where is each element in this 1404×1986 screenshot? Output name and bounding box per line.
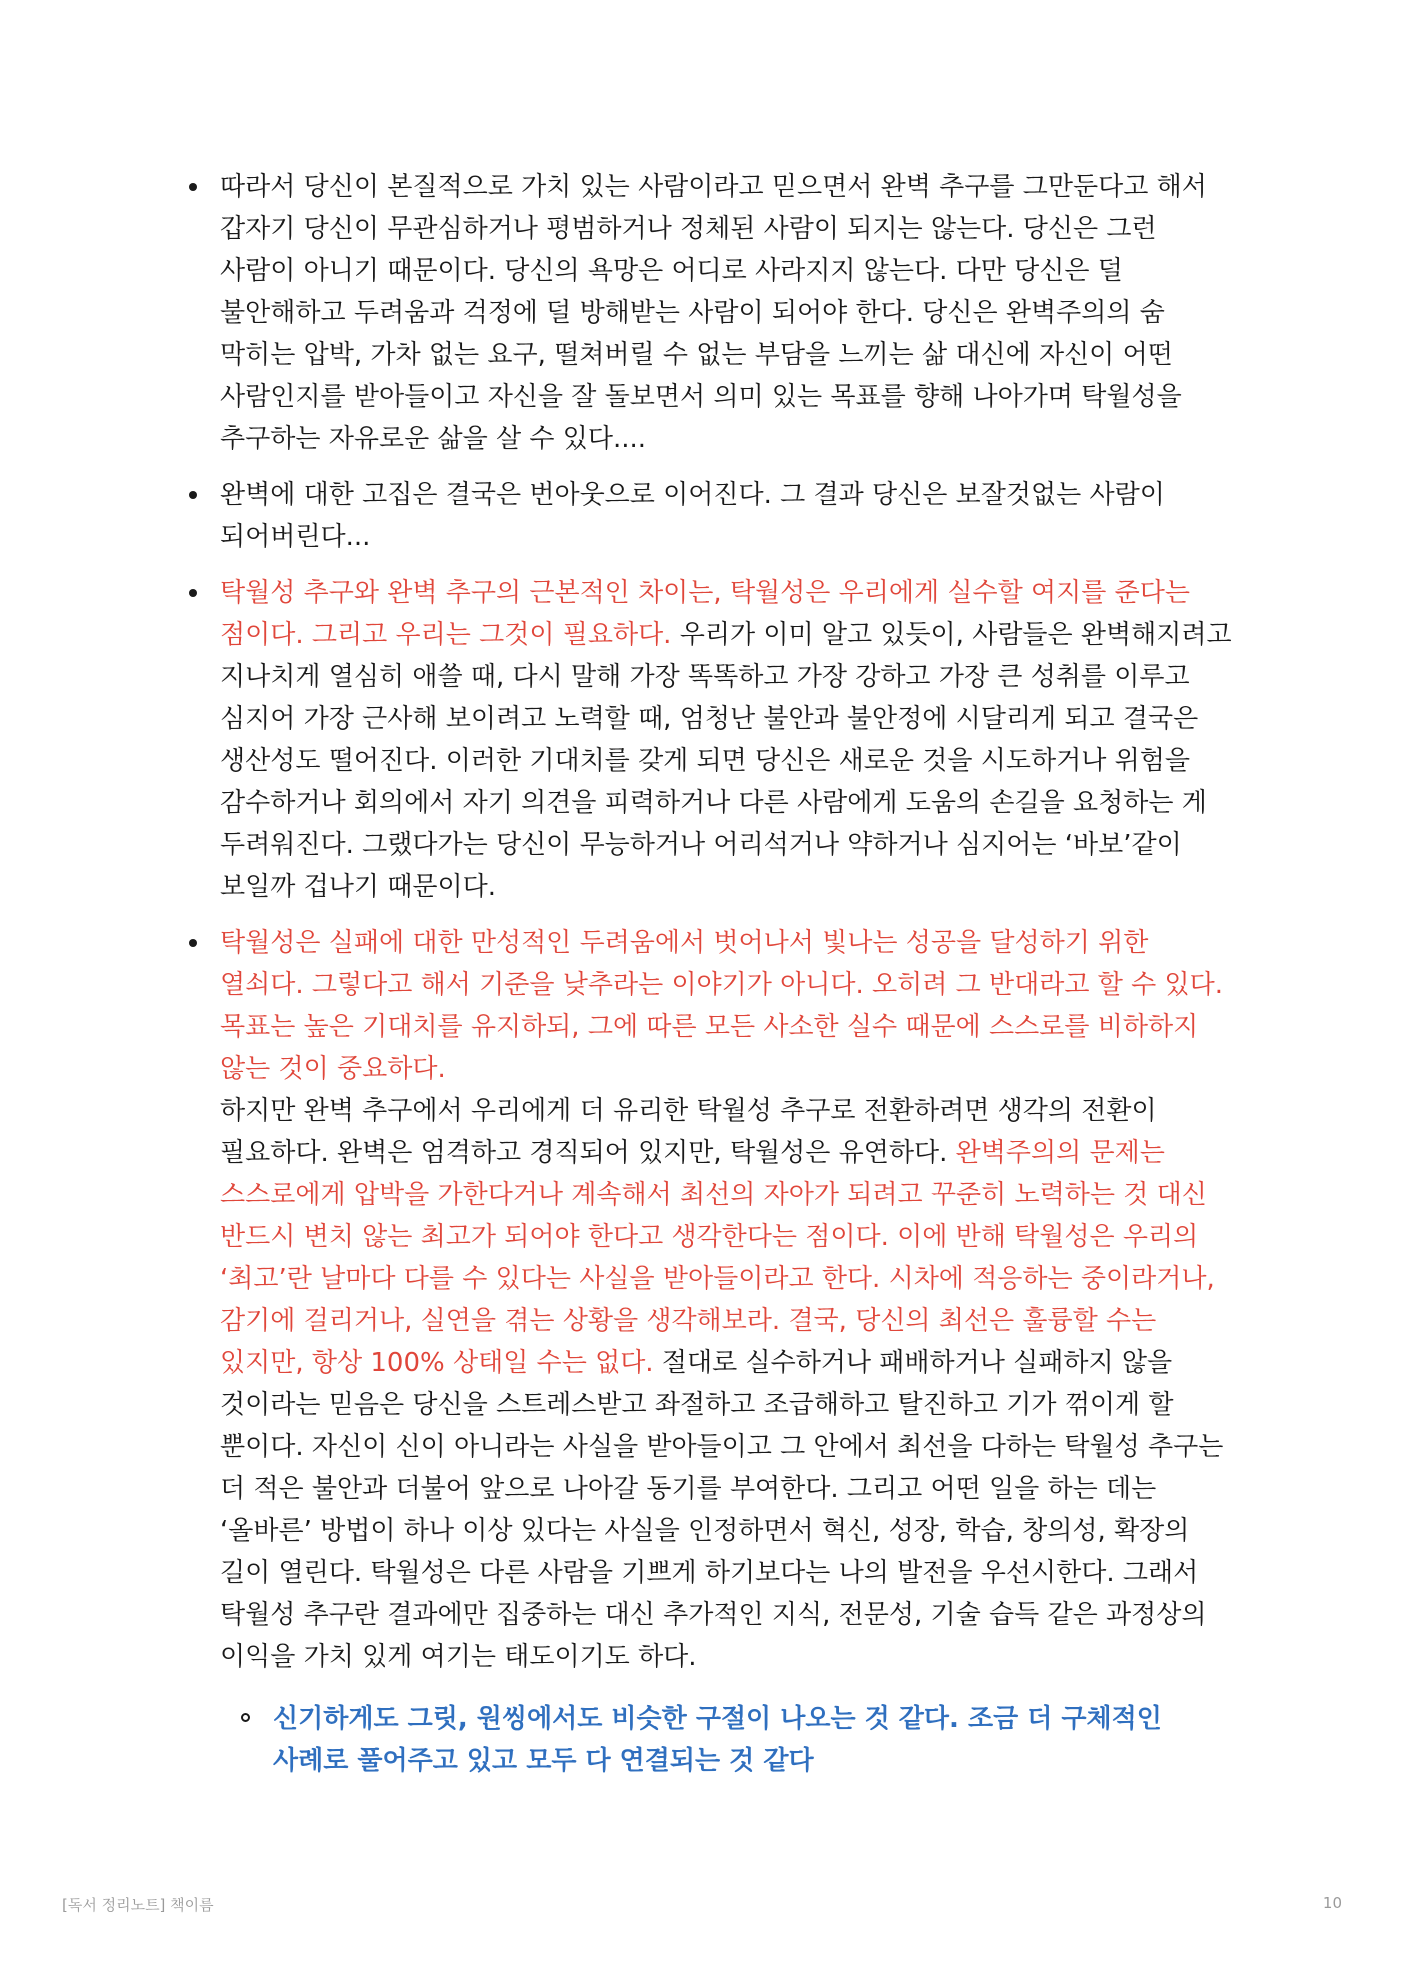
highlighted-text: 탁월성 추구와 완벽 추구의 근본적인 차이는, 탁월성은 우리에게 실수할 여지를 준다는 점이다. 그리고 우리는 그것이 필요하다. [220, 578, 1190, 650]
bullet-text: 따라서 당신이 본질적으로 가치 있는 사람이라고 믿으면서 완벽 추구를 그만둔다고 해서 갑자기 당신이 무관심하거나 평범하거나 정체된 사람이 되지는 않는다. 당신은 그런 사람이 아니기 때문이다. 당신의 욕망은 어디로 사라지지 않는다. 다만 당신은 덜 불안해하고 두려움과 걱정에 덜 방해받는 사람이 되어야 한다. 당신은 완벽주의의 숨 막히는 압박, 가차 없는 요구, 떨쳐버릴 수 없는 부담을 느끼는 삶 대신에 자신이 어떤 사람인지를 받아들이고 자신을 잘 돌보면서 의미 있는 목표를 향해 나아가며 탁월성을 추구하는 자유로운 삶을 살 수 있다.... [220, 172, 1207, 454]
bullet-item-1 [220, 166, 1232, 460]
bullet-item-2 [220, 474, 1232, 558]
bullet-list [0, 166, 1404, 1782]
highlighted-text: 탁월성은 실패에 대한 만성적인 두려움에서 벗어나서 빛나는 성공을 달성하기 위한 열쇠다. 그렇다고 해서 기준을 낮추라는 이야기가 아니다. 오히려 그 반대라고 할 수 있다. 목표는 높은 기대치를 유지하되, 그에 따른 모든 사소한 실수 때문에 스스로를 비하하지 않는 것이 중요하다. [220, 928, 1224, 1084]
bullet-item-3 [220, 572, 1232, 908]
bullet-text: 완벽에 대한 고집은 결국은 번아웃으로 이어진다. 그 결과 당신은 보잘것없는 사람이 되어버린다... [220, 480, 1165, 552]
sub-bullet-list [220, 1698, 1232, 1782]
bullet-paragraph [220, 1090, 1232, 1678]
page-number: 10 [1322, 1894, 1342, 1912]
bullet-text: 하지만 완벽 추구에서 우리에게 더 유리한 탁월성 추구로 전환하려면 생각의 전환이 필요하다. 완벽은 엄격하고 경직되어 있지만, 탁월성은 유연하다. [220, 1096, 1157, 1168]
comment-note: 신기하게도 그릿, 원씽에서도 비슷한 구절이 나오는 것 같다. 조금 더 구체적인 사례로 풀어주고 있고 모두 다 연결되는 것 같다 [273, 1698, 1233, 1782]
highlighted-text: 완벽주의의 문제는 스스로에게 압박을 가한다거나 계속해서 최선의 자아가 되려고 꾸준히 노력하는 것 대신 반드시 변치 않는 최고가 되어야 한다고 생각한다는 점이다. 이에 반해 탁월성은 우리의 ‘최고’란 날마다 다를 수 있다는 사실을 받아들이라고 한다. 시차에 적응하는 중이라거나, 감기에 걸리거나, 실연을 겪는 상황을 생각해보라. 결국, 당신의 최선은 훌륭할 수는 있지만, 항상 100% 상태일 수는 없다. [220, 1138, 1215, 1378]
bullet-text: 우리가 이미 알고 있듯이, 사람들은 완벽해지려고 지나치게 열심히 애쓸 때, 다시 말해 가장 똑똑하고 가장 강하고 가장 큰 성취를 이루고 심지어 가장 근사해 보이려고 노력할 때, 엄청난 불안과 불안정에 시달리게 되고 결국은 생산성도 떨어진다. 이러한 기대치를 갖게 되면 당신은 새로운 것을 시도하거나 위험을 감수하거나 회의에서 자기 의견을 피력하거나 다른 사람에게 도움의 손길을 요청하는 게 두려워진다. 그랬다가는 당신이 무능하거나 어리석거나 약하거나 심지어는 ‘바보’같이 보일까 겁나기 때문이다. [220, 620, 1232, 902]
bullet-item-4 [220, 922, 1232, 1782]
footer-title: [독서 정리노트] 책이름 [62, 1896, 214, 1914]
bullet-text: 절대로 실수하거나 패배하거나 실패하지 않을 것이라는 믿음은 당신을 스트레스받고 좌절하고 조급해하고 탈진하고 기가 꺾이게 할 뿐이다. 자신이 신이 아니라는 사실을 받아들이고 그 안에서 최선을 다하는 탁월성 추구는 더 적은 불안과 더불어 앞으로 나아갈 동기를 부여한다. 그리고 어떤 일을 하는 데는 ‘올바른’ 방법이 하나 이상 있다는 사실을 인정하면서 혁신, 성장, 학습, 창의성, 확장의 길이 열린다. 탁월성은 다른 사람을 기쁘게 하기보다는 나의 발전을 우선시한다. 그래서 탁월성 추구란 결과에만 집중하는 대신 추가적인 지식, 전문성, 기술 습득 같은 과정상의 이익을 가치 있게 여기는 태도이기도 하다. [220, 1348, 1224, 1672]
page-content [0, 166, 1404, 1796]
